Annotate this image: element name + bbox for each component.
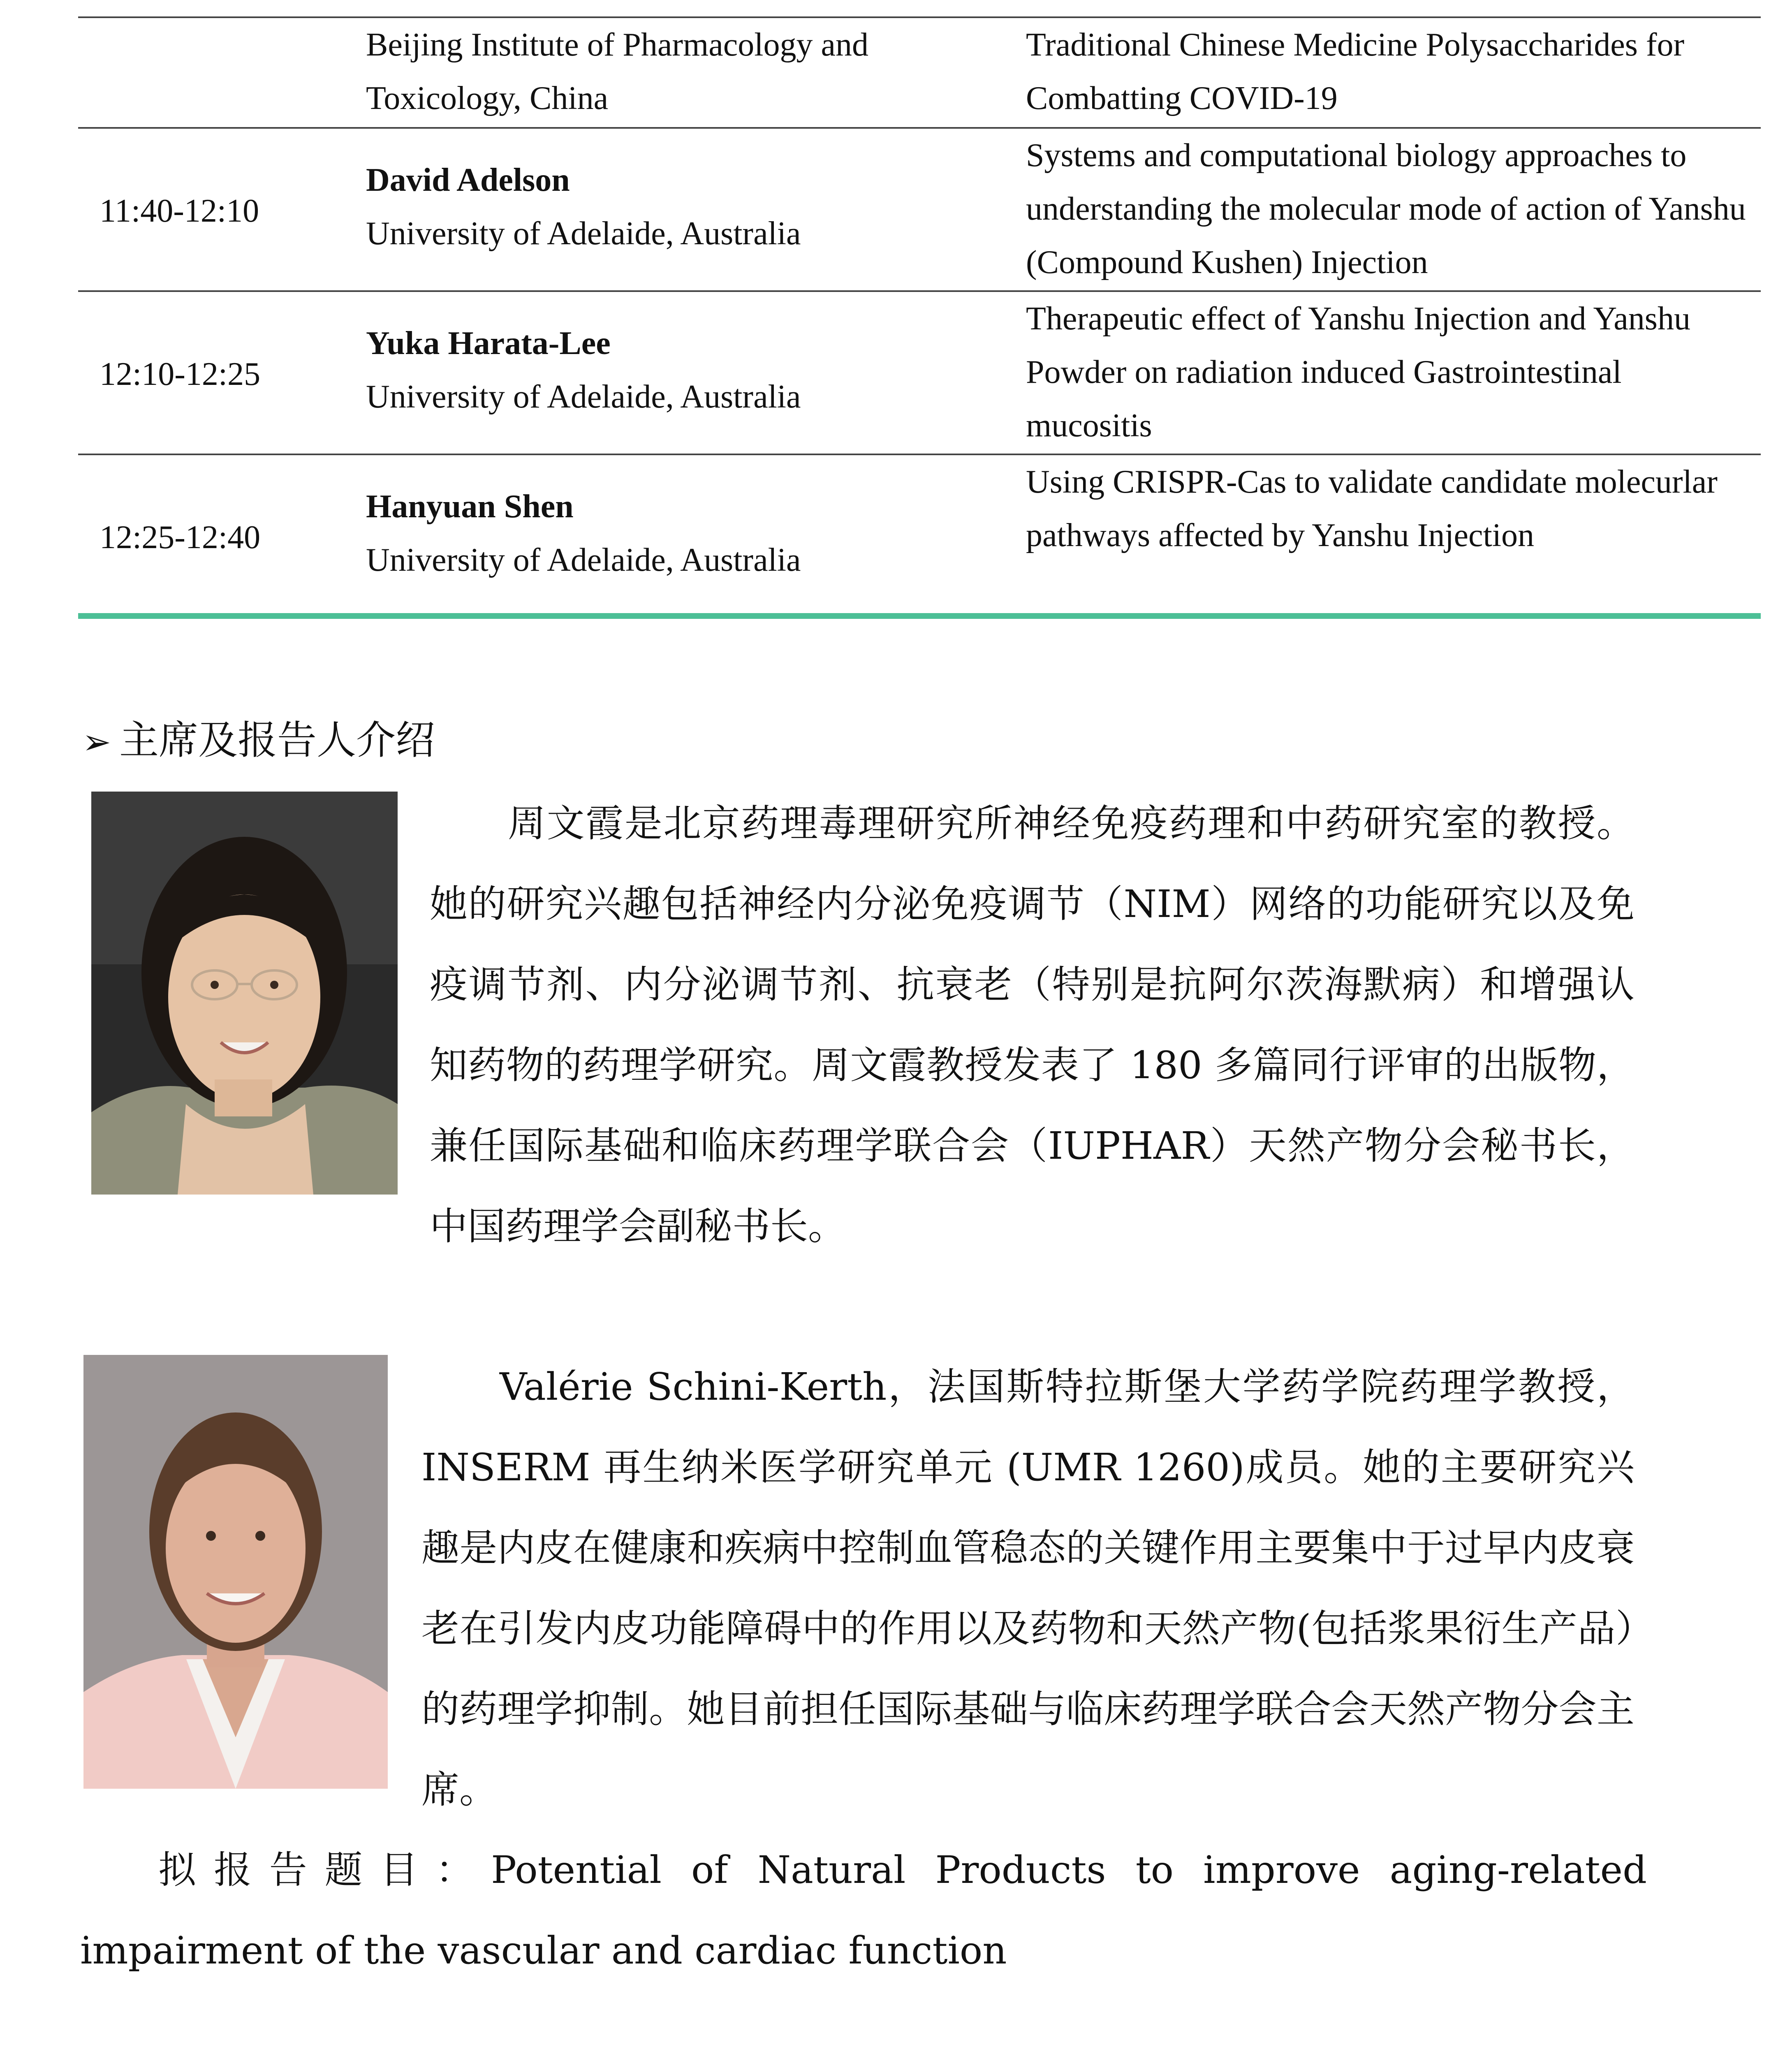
speaker-name: David Adelson — [366, 162, 570, 198]
row-speaker — [366, 317, 983, 424]
speaker-name: Yuka Harata-Lee — [366, 325, 611, 361]
arrowhead-bullet-icon: ➢ — [82, 722, 111, 762]
speaker-affiliation: University of Adelaide, Australia — [366, 379, 801, 415]
table-row — [78, 127, 1761, 290]
speaker-affiliation: University of Adelaide, Australia — [366, 542, 801, 578]
report-title-text: 拟报告题目：Potential of Natural Products to improve aging-related impairment of the vascular and cardiac function — [80, 1848, 1647, 1973]
schedule-table — [78, 16, 1761, 620]
row-time: 12:10-12:25 — [100, 356, 261, 392]
row-speaker — [366, 18, 983, 125]
speaker-affiliation: Beijing Institute of Pharmacology and Toxicology, China — [366, 27, 868, 116]
row-time: 11:40-12:10 — [100, 193, 259, 229]
row-speaker — [366, 480, 983, 587]
section-title: 主席及报告人介绍 — [119, 717, 435, 763]
speaker-affiliation: University of Adelaide, Australia — [366, 215, 801, 252]
talk-topic: Traditional Chinese Medicine Polysaccharides for Combatting COVID-19 — [1026, 27, 1685, 116]
row-time: 12:25-12:40 — [100, 519, 261, 556]
speaker-name: Hanyuan Shen — [366, 489, 574, 525]
row-speaker — [366, 153, 983, 260]
talk-topic: Using CRISPR-Cas to validate candidate molecurlar pathways affected by Yanshu Injection — [1026, 464, 1718, 553]
talk-topic: Therapeutic effect of Yanshu Injection and Yanshu Powder on radiation induced Gastrointestinal mucositis — [1026, 301, 1690, 444]
section-heading — [82, 715, 435, 766]
bio-text: 周文霞是北京药理毒理研究所神经免疫药理和中药研究室的教授。她的研究兴趣包括神经内分泌免疫调节（NIM）网络的功能研究以及免疫调节剂、内分泌调节剂、抗衰老（特别是抗阿尔茨海默病）和增强认知药物的药理学研究。周文霞教授发表了 180 多篇同行评审的出版物，兼任国际基础和临床药理学联合会（IUPHAR）天然产物分会秘书长，中国药理学会副秘书长。 — [430, 801, 1635, 1248]
table-row — [78, 454, 1761, 620]
bio-paragraph — [421, 1347, 1635, 1830]
portrait-photo — [91, 792, 398, 1195]
table-row — [78, 16, 1761, 127]
report-title — [80, 1830, 1647, 1991]
talk-topic: Systems and computational biology approaches to understanding the molecular mode of action of Yanshu (Compound Kushen) Injection — [1026, 137, 1746, 280]
table-row — [78, 290, 1761, 454]
bio-paragraph — [430, 783, 1635, 1267]
table-bottom-rule — [78, 613, 1761, 619]
bio-text: Valérie Schini-Kerth，法国斯特拉斯堡大学药学院药理学教授，INSERM 再生纳米医学研究单元 (UMR 1260)成员。她的主要研究兴趣是内皮在健康和疾病中控制血管稳态的关键作用主要集中于过早内皮衰老在引发内皮功能障碍中的作用以及药物和天然产物(包括浆果衍生产品）的药理学抑制。她目前担任国际基础与临床药理学联合会天然产物分会主席。 — [421, 1365, 1635, 1812]
portrait-photo — [83, 1355, 388, 1789]
